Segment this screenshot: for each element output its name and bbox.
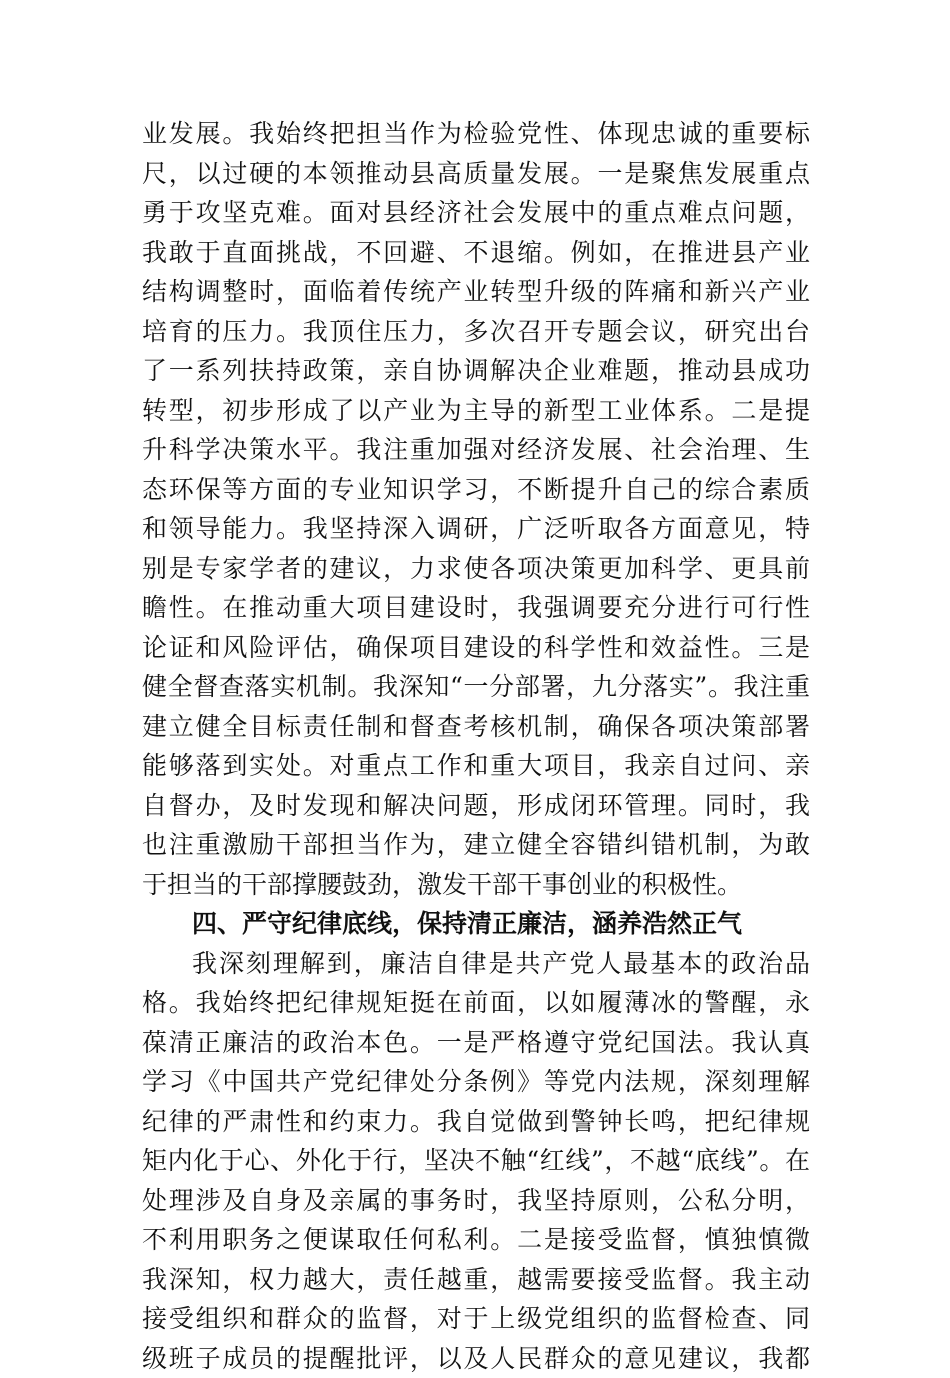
paragraph-line: 级班子成员的提醒批评，以及人民群众的意见建议，我都 xyxy=(142,1339,810,1378)
paragraph-line: 健全督查落实机制。我深知“一分部署，九分落实”。我注重 xyxy=(142,667,810,707)
paragraph-line: 不利用职务之便谋取任何私利。二是接受监督，慎独慎微 xyxy=(142,1220,810,1260)
paragraph-line: 态环保等方面的专业知识学习，不断提升自己的综合素质 xyxy=(142,470,810,510)
paragraph-line: 我深刻理解到，廉洁自律是共产党人最基本的政治品 xyxy=(142,944,810,984)
paragraph-line: 勇于攻坚克难。面对县经济社会发展中的重点难点问题， xyxy=(142,193,810,233)
paragraph-line: 葆清正廉洁的政治本色。一是严格遵守党纪国法。我认真 xyxy=(142,1023,810,1063)
paragraph-line: 处理涉及自身及亲属的事务时，我坚持原则，公私分明， xyxy=(142,1181,810,1221)
paragraph-line: 瞻性。在推动重大项目建设时，我强调要充分进行可行性 xyxy=(142,588,810,628)
paragraph-line: 我深知，权力越大，责任越重，越需要接受监督。我主动 xyxy=(142,1260,810,1300)
paragraph-line: 培育的压力。我顶住压力，多次召开专题会议，研究出台 xyxy=(142,312,810,352)
section-heading: 四、严守纪律底线，保持清正廉洁，涵养浩然正气 xyxy=(142,904,810,944)
paragraph-line: 格。我始终把纪律规矩挺在前面，以如履薄冰的警醒，永 xyxy=(142,983,810,1023)
paragraph-line: 结构调整时，面临着传统产业转型升级的阵痛和新兴产业 xyxy=(142,272,810,312)
paragraph-line: 接受组织和群众的监督，对于上级党组织的监督检查、同 xyxy=(142,1299,810,1339)
paragraph-line: 我敢于直面挑战，不回避、不退缩。例如，在推进县产业 xyxy=(142,233,810,273)
paragraph-line: 别是专家学者的建议，力求使各项决策更加科学、更具前 xyxy=(142,549,810,589)
paragraph-line: 和领导能力。我坚持深入调研，广泛听取各方面意见，特 xyxy=(142,509,810,549)
paragraph-line: 于担当的干部撑腰鼓劲，激发干部干事创业的积极性。 xyxy=(142,865,810,905)
paragraph-line: 业发展。我始终把担当作为检验党性、体现忠诚的重要标 xyxy=(142,114,810,154)
paragraph-line: 尺，以过硬的本领推动县高质量发展。一是聚焦发展重点 xyxy=(142,154,810,194)
paragraph-line: 论证和风险评估，确保项目建设的科学性和效益性。三是 xyxy=(142,628,810,668)
paragraph-line: 能够落到实处。对重点工作和重大项目，我亲自过问、亲 xyxy=(142,746,810,786)
paragraph-line: 纪律的严肃性和约束力。我自觉做到警钟长鸣，把纪律规 xyxy=(142,1102,810,1142)
paragraph-line: 自督办，及时发现和解决问题，形成闭环管理。同时，我 xyxy=(142,786,810,826)
paragraph-line: 建立健全目标责任制和督查考核机制，确保各项决策部署 xyxy=(142,707,810,747)
paragraph-1 xyxy=(142,114,810,1378)
paragraph-line: 学习《中国共产党纪律处分条例》等党内法规，深刻理解 xyxy=(142,1062,810,1102)
paragraph-line: 升科学决策水平。我注重加强对经济发展、社会治理、生 xyxy=(142,430,810,470)
paragraph-line: 矩内化于心、外化于行，坚决不触“红线”，不越“底线”。在 xyxy=(142,1141,810,1181)
paragraph-line: 转型，初步形成了以产业为主导的新型工业体系。二是提 xyxy=(142,391,810,431)
paragraph-line: 也注重激励干部担当作为，建立健全容错纠错机制，为敢 xyxy=(142,825,810,865)
paragraph-line: 了一系列扶持政策，亲自协调解决企业难题，推动县成功 xyxy=(142,351,810,391)
